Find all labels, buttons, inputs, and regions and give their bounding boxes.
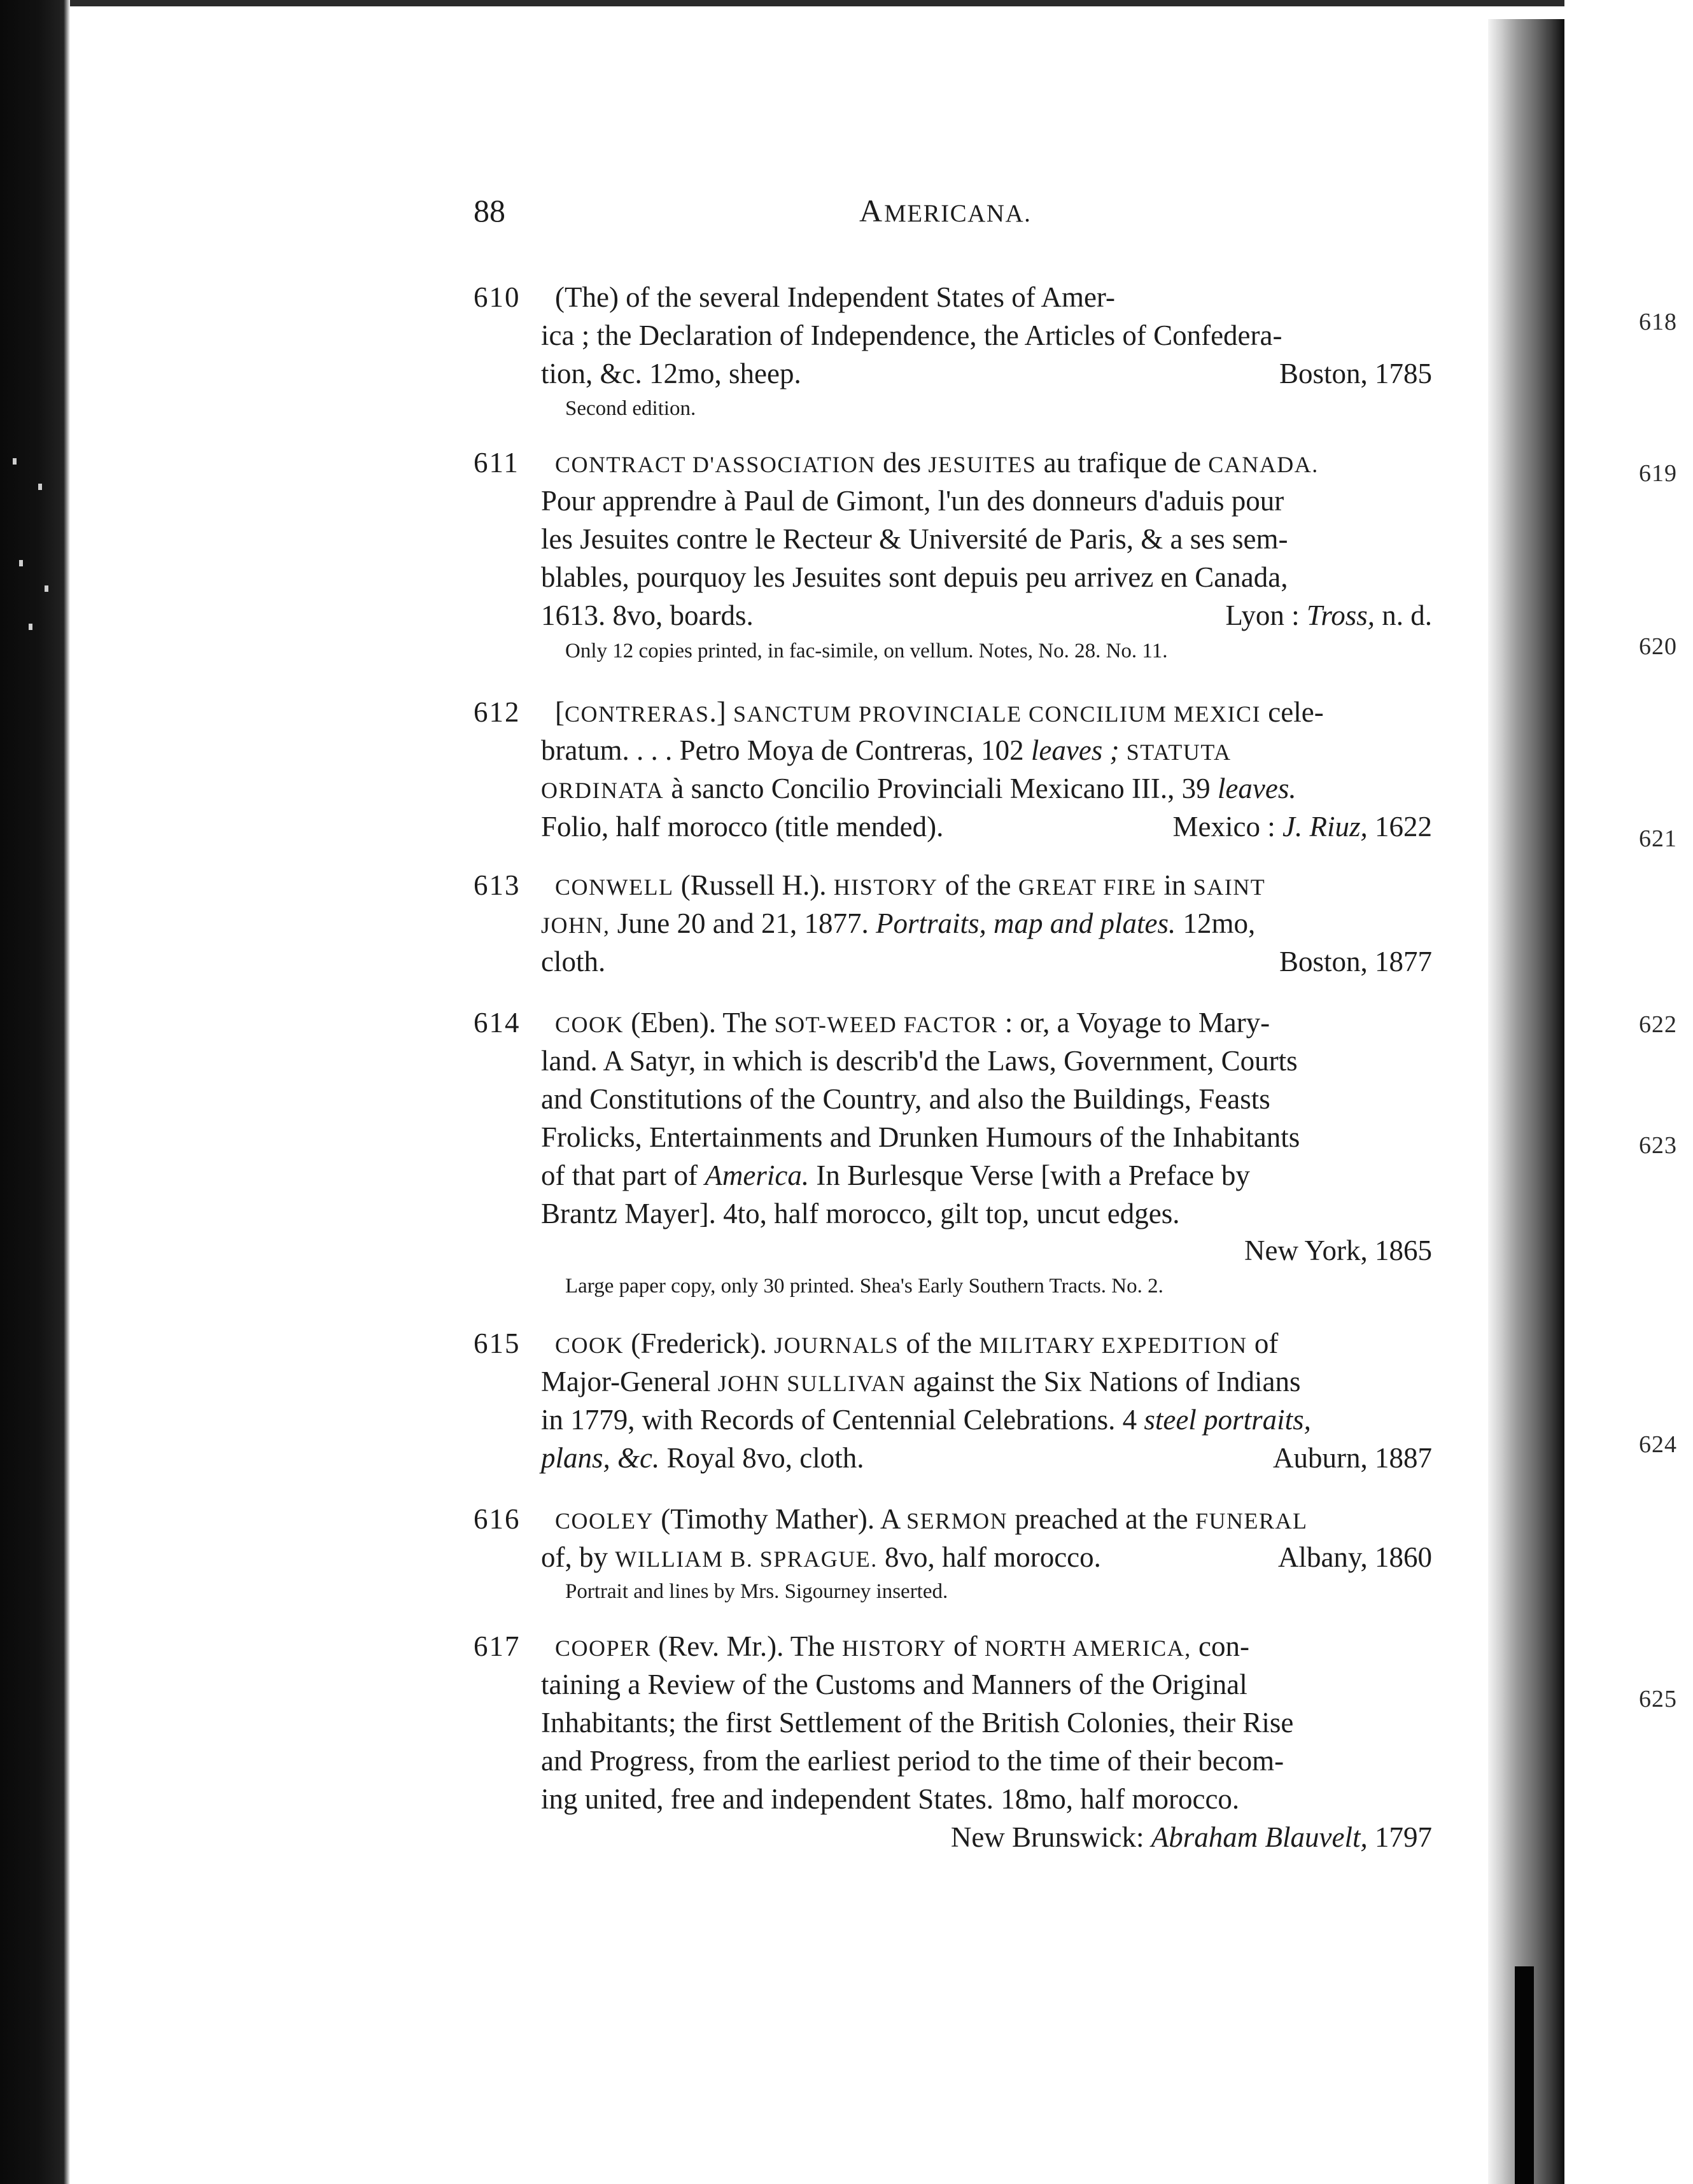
entry-number: 614 xyxy=(474,1007,521,1039)
entry-text: (Frederick). xyxy=(631,1327,767,1359)
entry-line xyxy=(541,1539,1432,1578)
entry-heading: SANCTUM PROVINCIALE CONCILIUM MEXICI xyxy=(733,701,1261,727)
entry-heading: FUNERAL xyxy=(1195,1508,1308,1534)
entry-line: Pour apprendre à Paul de Gimont, l'un des donneurs d'aduis pour xyxy=(541,485,1284,517)
entry-text: (Rev. Mr.). The xyxy=(658,1630,835,1662)
entry-text: of xyxy=(953,1630,978,1662)
entry-note: Large paper copy, only 30 printed. Shea's Early Southern Tracts. No. 2. xyxy=(565,1275,1163,1298)
entry-line xyxy=(541,1363,1432,1402)
entry-line: ing united, free and independent States. 18mo, half morocco. xyxy=(541,1783,1240,1815)
entry-text: con- xyxy=(1198,1630,1249,1662)
entry-text: Major-General xyxy=(541,1366,711,1397)
entry-heading: COOK xyxy=(555,1333,624,1358)
entry-imprint xyxy=(1225,597,1432,634)
entry-line xyxy=(541,943,1432,980)
entry-line xyxy=(555,1628,1446,1667)
entry-text: Royal 8vo, cloth. xyxy=(666,1442,864,1474)
facing-page-number: 619 xyxy=(1639,460,1677,487)
entry-line xyxy=(555,867,1446,906)
entry-heading: GREAT FIRE xyxy=(1018,874,1157,900)
imprint-place: Lyon : xyxy=(1225,599,1300,631)
entry-italic: leaves ; xyxy=(1030,734,1120,766)
entry-italic: Portraits, map and plates. xyxy=(875,907,1176,939)
entry-text: in xyxy=(1163,869,1186,901)
entry-heading: SERMON xyxy=(906,1508,1008,1534)
entry-line xyxy=(555,1325,1446,1364)
entry-heading: JESUITES xyxy=(928,452,1037,477)
entry-text: preached at the xyxy=(1015,1503,1188,1535)
entry-text: (The) of the several Independent States of Amer- xyxy=(555,281,1116,313)
entry-line xyxy=(541,808,1432,845)
imprint-date: n. d. xyxy=(1382,599,1432,631)
imprint-place: Mexico : xyxy=(1172,811,1275,843)
entry-imprint: Auburn, 1887 xyxy=(1273,1442,1432,1474)
entry-text: In Burlesque Verse [with a Preface by xyxy=(816,1159,1250,1191)
page-gutter-dark xyxy=(1515,1966,1534,2184)
entry-text: bratum. . . . Petro Moya de Contreras, 102 xyxy=(541,734,1024,766)
facing-page-number: 621 xyxy=(1639,825,1677,852)
scan-left-specks xyxy=(0,0,70,2184)
entry-text: 8vo, half morocco. xyxy=(885,1541,1101,1573)
entry-text: au trafique de xyxy=(1043,447,1202,479)
running-title-initial: A xyxy=(859,193,885,228)
entry-number: 616 xyxy=(474,1503,521,1535)
entry-number: 611 xyxy=(474,447,519,479)
entry-heading: SAINT xyxy=(1193,874,1266,900)
entry-number: 613 xyxy=(474,869,521,901)
entry-line xyxy=(541,1439,1432,1476)
entry-heading: SOT-WEED FACTOR xyxy=(774,1012,998,1037)
entry-heading: HISTORY xyxy=(833,874,938,900)
entry-text: .] xyxy=(709,696,726,728)
entry-note: Second edition. xyxy=(565,397,696,420)
entry-italic: plans, &c. xyxy=(541,1442,660,1474)
entry-line xyxy=(541,905,1432,944)
entry-line xyxy=(555,1004,1446,1043)
entry-heading: JOHN SULLIVAN xyxy=(717,1371,906,1396)
entry-text: cloth. xyxy=(541,946,606,977)
entry-line xyxy=(541,732,1432,771)
page-gutter-shadow xyxy=(1488,19,1564,2184)
entry-line: Brantz Mayer]. 4to, half morocco, gilt top, uncut edges. xyxy=(541,1198,1180,1229)
running-title xyxy=(859,192,1031,229)
entry-line: and Progress, from the earliest period to the time of their becom- xyxy=(541,1745,1284,1777)
entry-italic: America. xyxy=(705,1159,810,1191)
entry-text: (Russell H.). xyxy=(680,869,827,901)
entry-heading: CONTRACT D'ASSOCIATION xyxy=(555,452,876,477)
imprint-date: 1797 xyxy=(1375,1821,1432,1853)
imprint-publisher: Abraham Blauvelt, xyxy=(1151,1821,1368,1853)
imprint-place: New Brunswick: xyxy=(950,1821,1144,1853)
facing-page-number: 622 xyxy=(1639,1011,1677,1038)
entry-text xyxy=(541,1539,1101,1578)
entry-text: 1613. 8vo, boards. xyxy=(541,599,754,631)
facing-page-number: 623 xyxy=(1639,1132,1677,1159)
entry-number: 615 xyxy=(474,1327,521,1359)
entry-note: Portrait and lines by Mrs. Sigourney inserted. xyxy=(565,1580,948,1603)
entry-number: 617 xyxy=(474,1630,521,1662)
entry-text: à sancto Concilio Provinciali Mexicano III., 39 xyxy=(671,773,1211,804)
entry-line xyxy=(541,355,1432,392)
entry-line xyxy=(555,1501,1446,1539)
entry-heading: NORTH AMERICA, xyxy=(984,1635,1191,1661)
entry-text: : or, a Voyage to Mary- xyxy=(1004,1007,1270,1039)
entry-text: cele- xyxy=(1268,696,1324,728)
facing-page-number: 620 xyxy=(1639,633,1677,660)
entry-heading: ORDINATA xyxy=(541,778,664,803)
entry-italic: steel portraits, xyxy=(1144,1404,1311,1436)
entry-imprint xyxy=(1173,808,1432,845)
entry-number: 612 xyxy=(474,696,521,728)
entry-heading: CONWELL xyxy=(555,874,674,900)
entry-imprint: Boston, 1785 xyxy=(1279,358,1432,389)
entry-heading: JOURNALS xyxy=(774,1333,899,1358)
entry-heading: HISTORY xyxy=(841,1635,946,1661)
entry-imprint xyxy=(541,1819,1432,1856)
entry-imprint: Boston, 1877 xyxy=(1279,946,1432,977)
entry-line xyxy=(555,694,1446,732)
entry-imprint: New York, 1865 xyxy=(1244,1235,1432,1266)
entry-line: Inhabitants; the first Settlement of the British Colonies, their Rise xyxy=(541,1707,1294,1739)
imprint-publisher: J. Riuz, xyxy=(1282,811,1368,843)
entry-text: Folio, half morocco (title mended). xyxy=(541,811,944,843)
facing-page-number: 624 xyxy=(1639,1431,1677,1458)
entry-heading: STATUTA xyxy=(1126,739,1232,765)
entry-text: against the Six Nations of Indians xyxy=(913,1366,1301,1397)
entry-number: 610 xyxy=(474,281,521,313)
entry-text: June 20 and 21, 1877. xyxy=(617,907,869,939)
entry-line: Frolicks, Entertainments and Drunken Humours of the Inhabitants xyxy=(541,1121,1300,1153)
entry-line: blables, pourquoy les Jesuites sont depuis peu arrivez en Canada, xyxy=(541,561,1288,593)
entry-text: of, by xyxy=(541,1541,608,1573)
entry-text xyxy=(541,1439,864,1476)
running-title-rest: MERICANA. xyxy=(884,200,1032,227)
entry-imprint: Albany, 1860 xyxy=(1277,1541,1432,1573)
facing-page-number: 625 xyxy=(1639,1686,1677,1712)
entry-line xyxy=(541,1401,1432,1438)
facing-page-number: 618 xyxy=(1639,309,1677,335)
entry-line xyxy=(555,444,1446,483)
scan-top-edge xyxy=(0,0,1693,6)
entry-text: (Eben). The xyxy=(631,1007,768,1039)
entry-line: taining a Review of the Customs and Manners of the Original xyxy=(541,1669,1247,1700)
entry-note: Only 12 copies printed, in fac-simile, on vellum. Notes, No. 28. No. 11. xyxy=(565,640,1168,662)
entry-heading: COOK xyxy=(555,1012,624,1037)
entry-heading: CONTRERAS xyxy=(565,701,710,727)
entry-line xyxy=(555,279,1446,318)
entry-text: [ xyxy=(555,696,565,728)
entry-heading: CANADA. xyxy=(1208,452,1319,477)
entry-text: of the xyxy=(945,869,1011,901)
entry-text: of that part of xyxy=(541,1159,698,1191)
entry-line xyxy=(541,770,1432,809)
entry-text: (Timothy Mather). A xyxy=(661,1503,899,1535)
imprint-publisher: Tross, xyxy=(1306,599,1375,631)
imprint-date: 1622 xyxy=(1375,811,1432,843)
entry-line: land. A Satyr, in which is describ'd the Laws, Government, Courts xyxy=(541,1045,1298,1077)
entry-heading: WILLIAM B. SPRAGUE. xyxy=(615,1546,878,1572)
entry-heading: JOHN, xyxy=(541,913,610,938)
entry-heading: COOPER xyxy=(555,1635,652,1661)
entry-line xyxy=(541,597,1432,634)
entry-heading: COOLEY xyxy=(555,1508,654,1534)
entry-text: des xyxy=(883,447,922,479)
entry-text: tion, &c. 12mo, sheep. xyxy=(541,358,801,389)
entry-text: of the xyxy=(906,1327,973,1359)
entry-text: of xyxy=(1254,1327,1279,1359)
entry-text: in 1779, with Records of Centennial Celebrations. 4 xyxy=(541,1404,1137,1436)
entry-line: and Constitutions of the Country, and also the Buildings, Feasts xyxy=(541,1083,1270,1115)
entry-line: les Jesuites contre le Recteur & Université de Paris, & a ses sem- xyxy=(541,523,1288,555)
entry-text: 12mo, xyxy=(1183,907,1256,939)
entry-line: ica ; the Declaration of Independence, the Articles of Confedera- xyxy=(541,319,1282,351)
page-number: 88 xyxy=(474,193,505,228)
entry-heading: MILITARY EXPEDITION xyxy=(979,1333,1247,1358)
entry-italic: leaves. xyxy=(1217,773,1296,804)
entry-line xyxy=(541,1157,1432,1194)
